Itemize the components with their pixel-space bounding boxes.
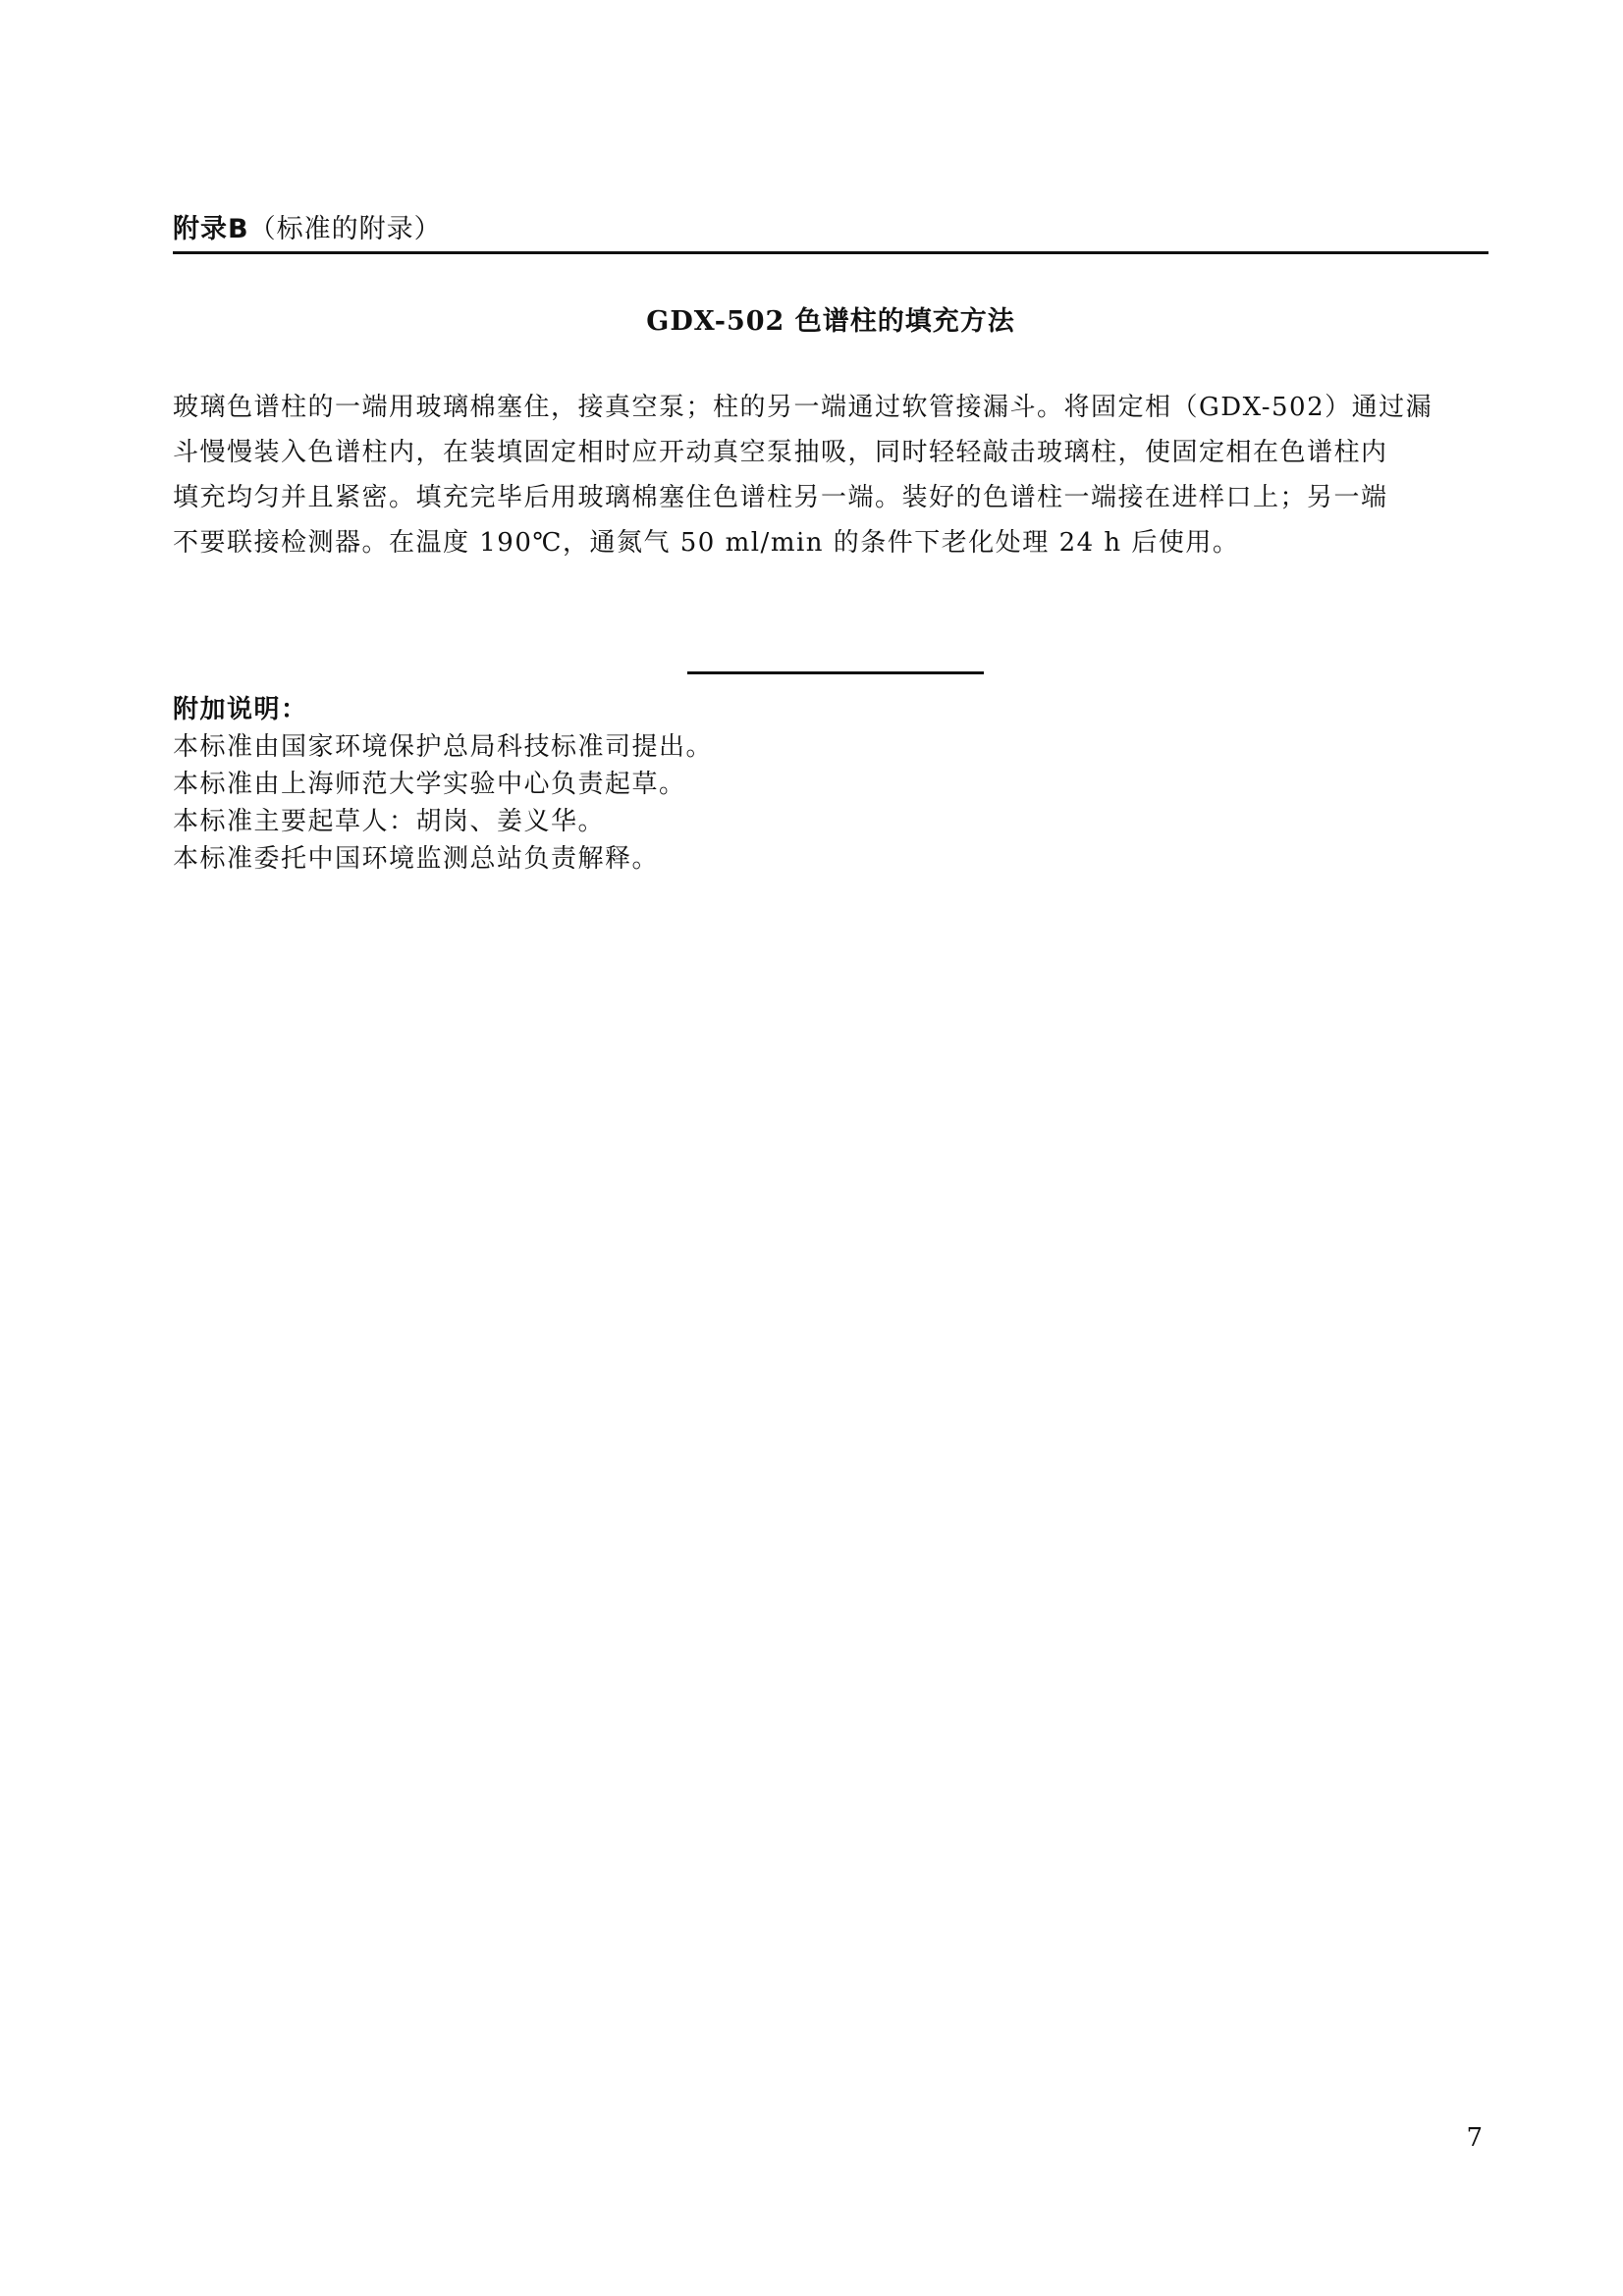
note-line: 本标准由上海师范大学实验中心负责起草。 bbox=[173, 770, 686, 799]
additional-notes bbox=[173, 691, 1488, 878]
paragraph-line: 不要联接检测器。在温度 190℃，通氮气 50 ml/min 的条件下老化处理 24 h 后使用。 bbox=[173, 528, 1240, 558]
note-line: 本标准委托中国环境监测总站负责解释。 bbox=[173, 844, 660, 874]
appendix-label: 附录B bbox=[173, 214, 249, 244]
notes-title: 附加说明： bbox=[173, 695, 308, 724]
note-line: 本标准主要起草人：胡岗、姜义华。 bbox=[173, 807, 606, 836]
header-rule bbox=[173, 251, 1488, 254]
section-title: GDX-502 色谱柱的填充方法 bbox=[646, 306, 1015, 337]
paragraph-line: 填充均匀并且紧密。填充完毕后用玻璃棉塞住色谱柱另一端。装好的色谱柱一端接在进样口上；另一端 bbox=[173, 483, 1388, 512]
appendix-header bbox=[173, 212, 1488, 247]
appendix-note: （标准的附录） bbox=[248, 214, 442, 244]
section-divider bbox=[687, 671, 984, 674]
body-paragraph bbox=[173, 385, 1488, 565]
page-number: 7 bbox=[1466, 2123, 1483, 2153]
note-line: 本标准由国家环境保护总局科技标准司提出。 bbox=[173, 732, 714, 762]
paragraph-line: 斗慢慢装入色谱柱内，在装填固定相时应开动真空泵抽吸，同时轻轻敲击玻璃柱，使固定相在色谱柱内 bbox=[173, 438, 1388, 467]
paragraph-line: 玻璃色谱柱的一端用玻璃棉塞住，接真空泵；柱的另一端通过软管接漏斗。将固定相（GDX-502）通过漏 bbox=[173, 393, 1434, 422]
